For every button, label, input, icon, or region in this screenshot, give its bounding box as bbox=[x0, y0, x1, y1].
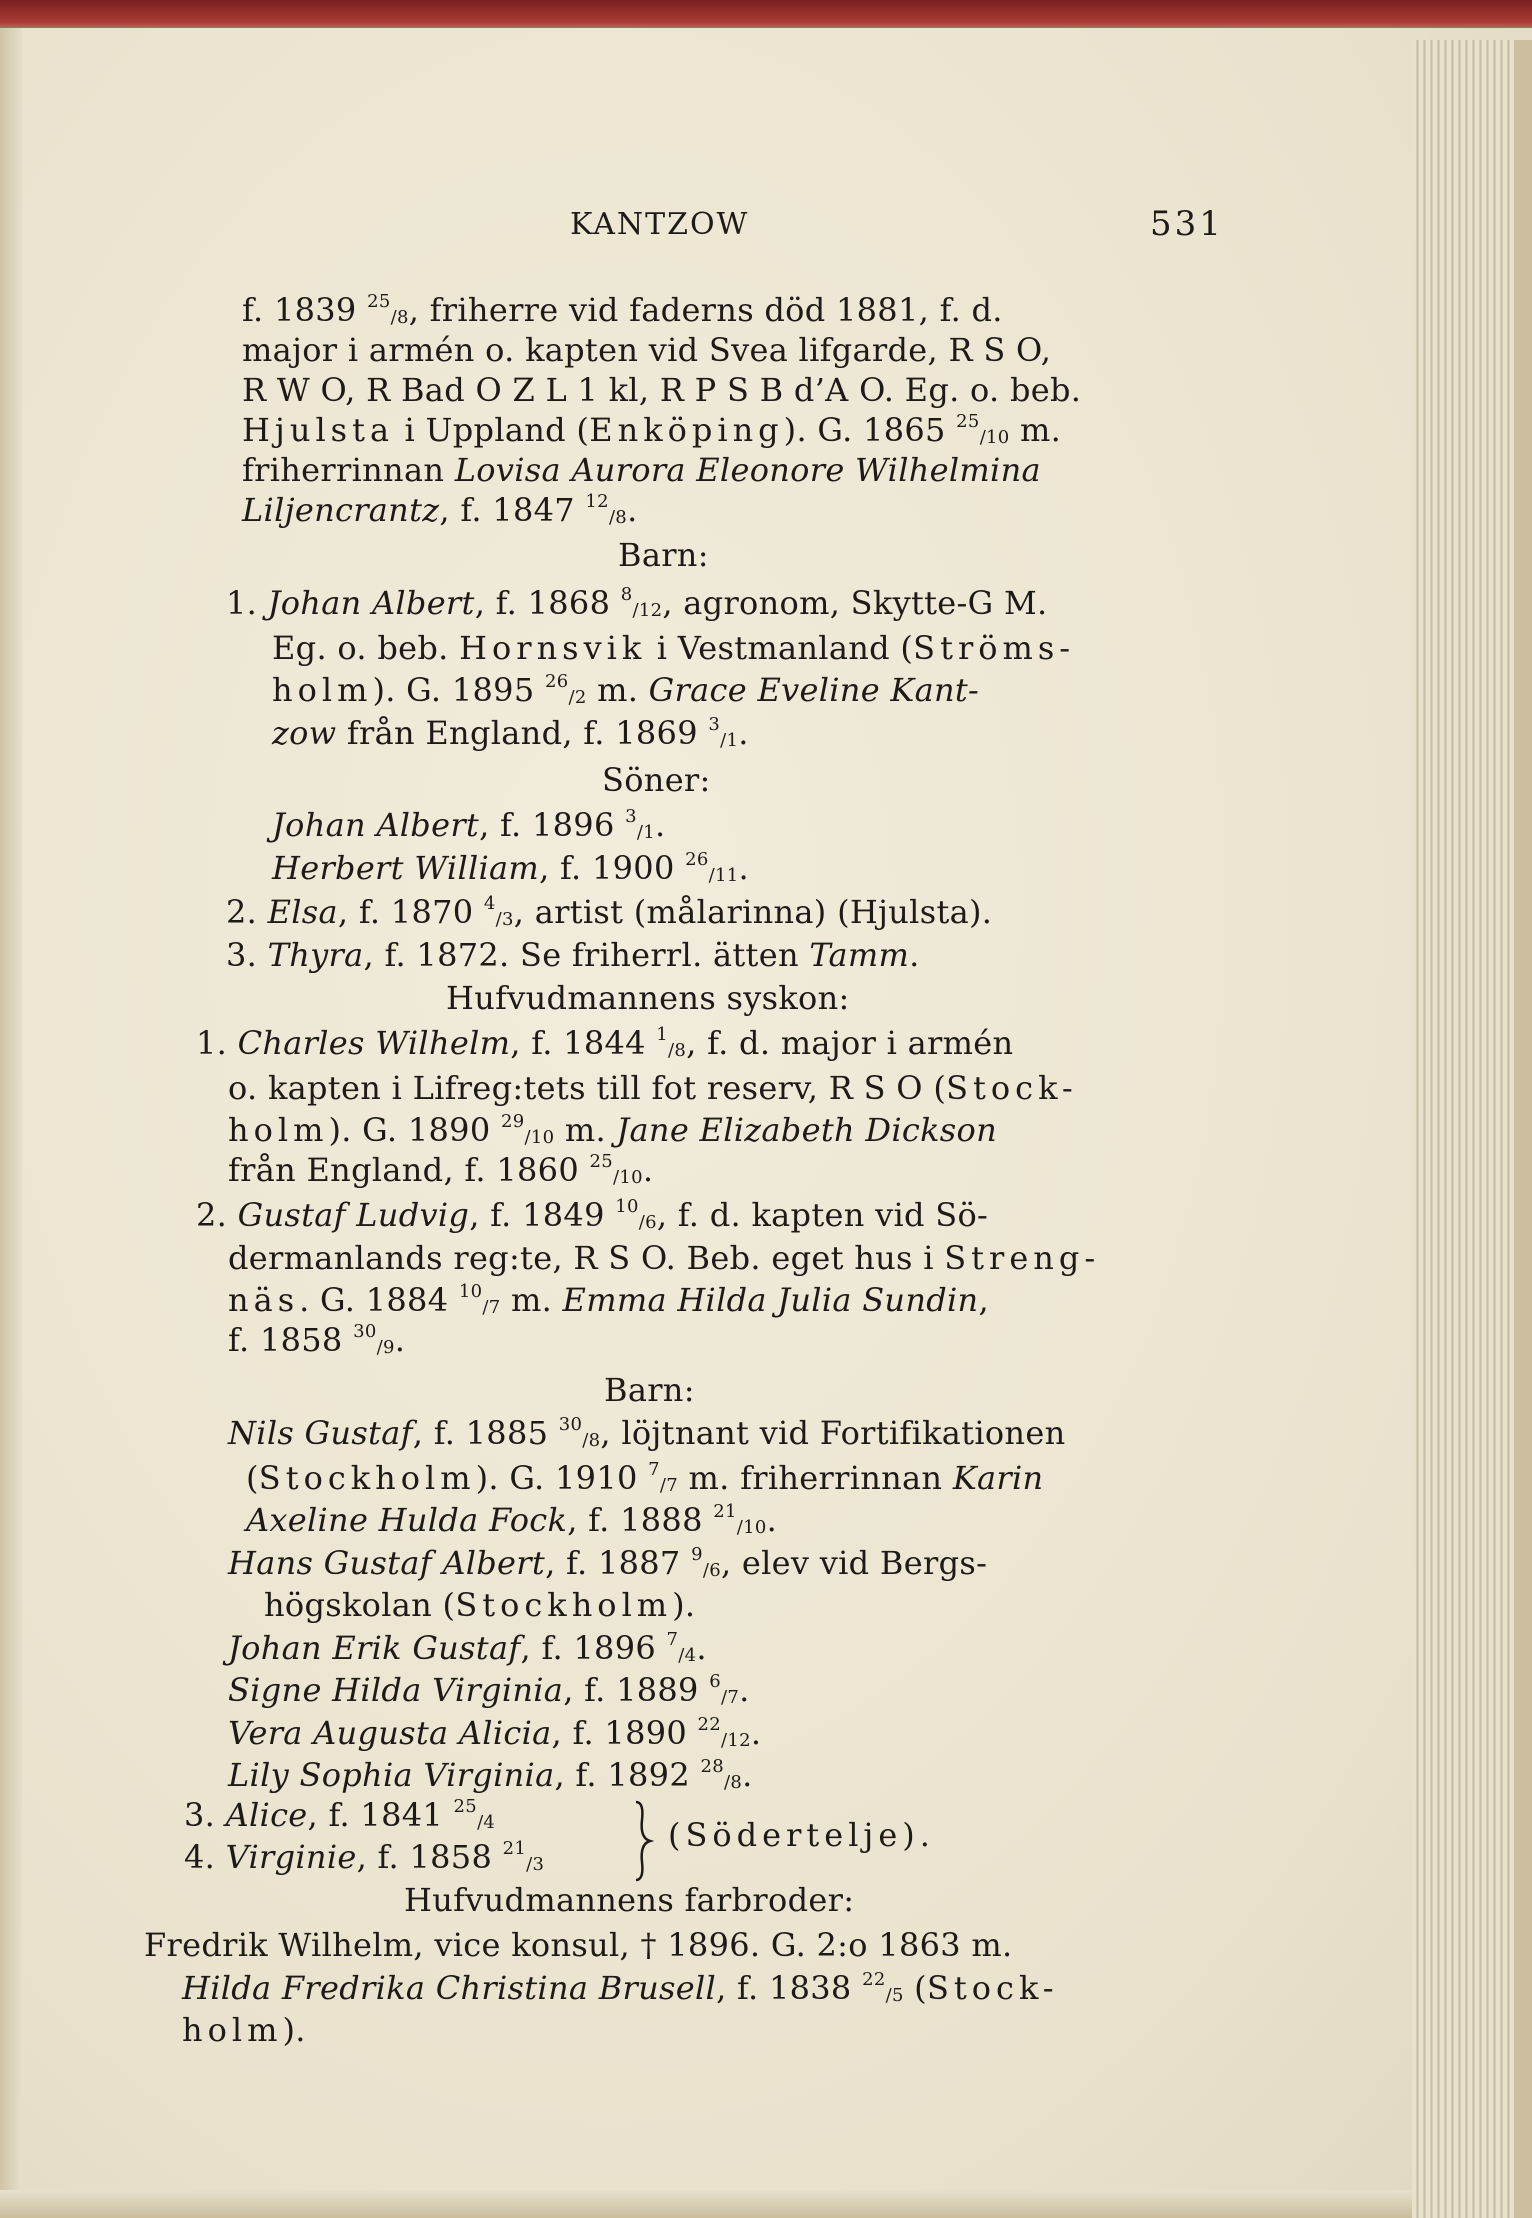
text-line: f. 1839 $^{25}_{/8}$, friherre vid faderns död 1881, f. d. bbox=[242, 291, 1003, 329]
text-line: Johan Erik Gustaf, f. 1896 $^7_{/4}$. bbox=[228, 1629, 707, 1667]
page-edges bbox=[1412, 40, 1532, 2218]
text-line: näs. G. 1884 $^{10}_{/7}$ m. Emma Hilda Julia Sundin, bbox=[228, 1281, 989, 1319]
text-line: zow från England, f. 1869 $^3_{/1}$. bbox=[272, 714, 749, 752]
text-line: Signe Hilda Virginia, f. 1889 $^6_{/7}$. bbox=[228, 1671, 750, 1709]
text-line: R W O, R Bad O Z L 1 kl, R P S B d’A O. Eg. o. beb. bbox=[242, 371, 1082, 409]
text-line: (Södertelje). bbox=[668, 1816, 935, 1854]
text-line: Johan Albert, f. 1896 $^3_{/1}$. bbox=[272, 806, 666, 844]
text-line: 3. Alice, f. 1841 $^{25}_{/4}$ bbox=[184, 1796, 496, 1834]
text-line: Eg. o. beb. Hornsvik i Vestmanland (Ströms- bbox=[272, 629, 1076, 667]
page-gutter bbox=[0, 28, 22, 2218]
text-line: 2. Elsa, f. 1870 $^4_{/3}$, artist (målarinna) (Hjulsta). bbox=[226, 893, 993, 931]
running-header: KANTZOW bbox=[570, 207, 750, 242]
text-line: f. 1858 $^{30}_{/9}$. bbox=[228, 1321, 406, 1359]
text-line: Axeline Hulda Fock, f. 1888 $^{21}_{/10}$. bbox=[246, 1501, 778, 1539]
section-heading: Hufvudmannens farbroder: bbox=[404, 1881, 855, 1919]
text-line: Liljencrantz, f. 1847 $^{12}_{/8}$. bbox=[242, 491, 638, 529]
text-line: o. kapten i Lifreg:tets till fot reserv, R S O (Stock- bbox=[228, 1069, 1078, 1107]
text-line: major i armén o. kapten vid Svea lifgarde, R S O, bbox=[242, 331, 1052, 369]
text-line: 1. Johan Albert, f. 1868 $^8_{/12}$, agronom, Skytte-G M. bbox=[226, 584, 1048, 622]
text-line: 4. Virginie, f. 1858 $^{21}_{/3}$ bbox=[184, 1838, 545, 1876]
section-heading: Barn: bbox=[618, 536, 709, 574]
text-line: Hans Gustaf Albert, f. 1887 $^9_{/6}$, elev vid Bergs- bbox=[228, 1544, 988, 1582]
text-line: holm). bbox=[182, 2011, 306, 2049]
section-heading: Hufvudmannens syskon: bbox=[446, 979, 850, 1017]
text-line: högskolan (Stockholm). bbox=[264, 1586, 696, 1624]
text-line: holm). G. 1890 $^{29}_{/10}$ m. Jane Elizabeth Dickson bbox=[228, 1111, 997, 1149]
text-line: Hilda Fredrika Christina Brusell, f. 1838 $^{22}_{/5}$ (Stock- bbox=[182, 1969, 1059, 2007]
text-line: Herbert William, f. 1900 $^{26}_{/11}$. bbox=[272, 849, 749, 887]
curly-brace bbox=[630, 1800, 654, 1882]
text-line: Lily Sophia Virginia, f. 1892 $^{28}_{/8}$. bbox=[228, 1756, 753, 1794]
text-line: Fredrik Wilhelm, vice konsul, † 1896. G. 2:o 1863 m. bbox=[144, 1926, 1013, 1964]
text-line: holm). G. 1895 $^{26}_{/2}$ m. Grace Eveline Kant- bbox=[272, 671, 980, 709]
page-bottom-shade bbox=[0, 2190, 1412, 2218]
text-line: friherrinnan Lovisa Aurora Eleonore Wilhelmina bbox=[242, 451, 1041, 489]
text-line: Nils Gustaf, f. 1885 $^{30}_{/8}$, löjtnant vid Fortifikationen bbox=[228, 1414, 1066, 1452]
text-line: 3. Thyra, f. 1872. Se friherrl. ätten Tamm. bbox=[226, 936, 920, 974]
text-line: Vera Augusta Alicia, f. 1890 $^{22}_{/12}$. bbox=[228, 1714, 762, 1752]
section-heading: Barn: bbox=[604, 1371, 695, 1409]
text-line: 2. Gustaf Ludvig, f. 1849 $^{10}_{/6}$, f. d. kapten vid Sö- bbox=[196, 1196, 989, 1234]
text-line: (Stockholm). G. 1910 $^7_{/7}$ m. friherrinnan Karin bbox=[246, 1459, 1044, 1497]
text-line: 1. Charles Wilhelm, f. 1844 $^1_{/8}$, f. d. major i armén bbox=[196, 1024, 1014, 1062]
text-line: Hjulsta i Uppland (Enköping). G. 1865 $^{25}_{/10}$ m. bbox=[242, 411, 1062, 449]
text-line: dermanlands reg:te, R S O. Beb. eget hus i Streng- bbox=[228, 1239, 1101, 1277]
section-heading: Söner: bbox=[602, 761, 711, 799]
page-number: 531 bbox=[1150, 204, 1224, 244]
text-line: från England, f. 1860 $^{25}_{/10}$. bbox=[228, 1151, 654, 1189]
